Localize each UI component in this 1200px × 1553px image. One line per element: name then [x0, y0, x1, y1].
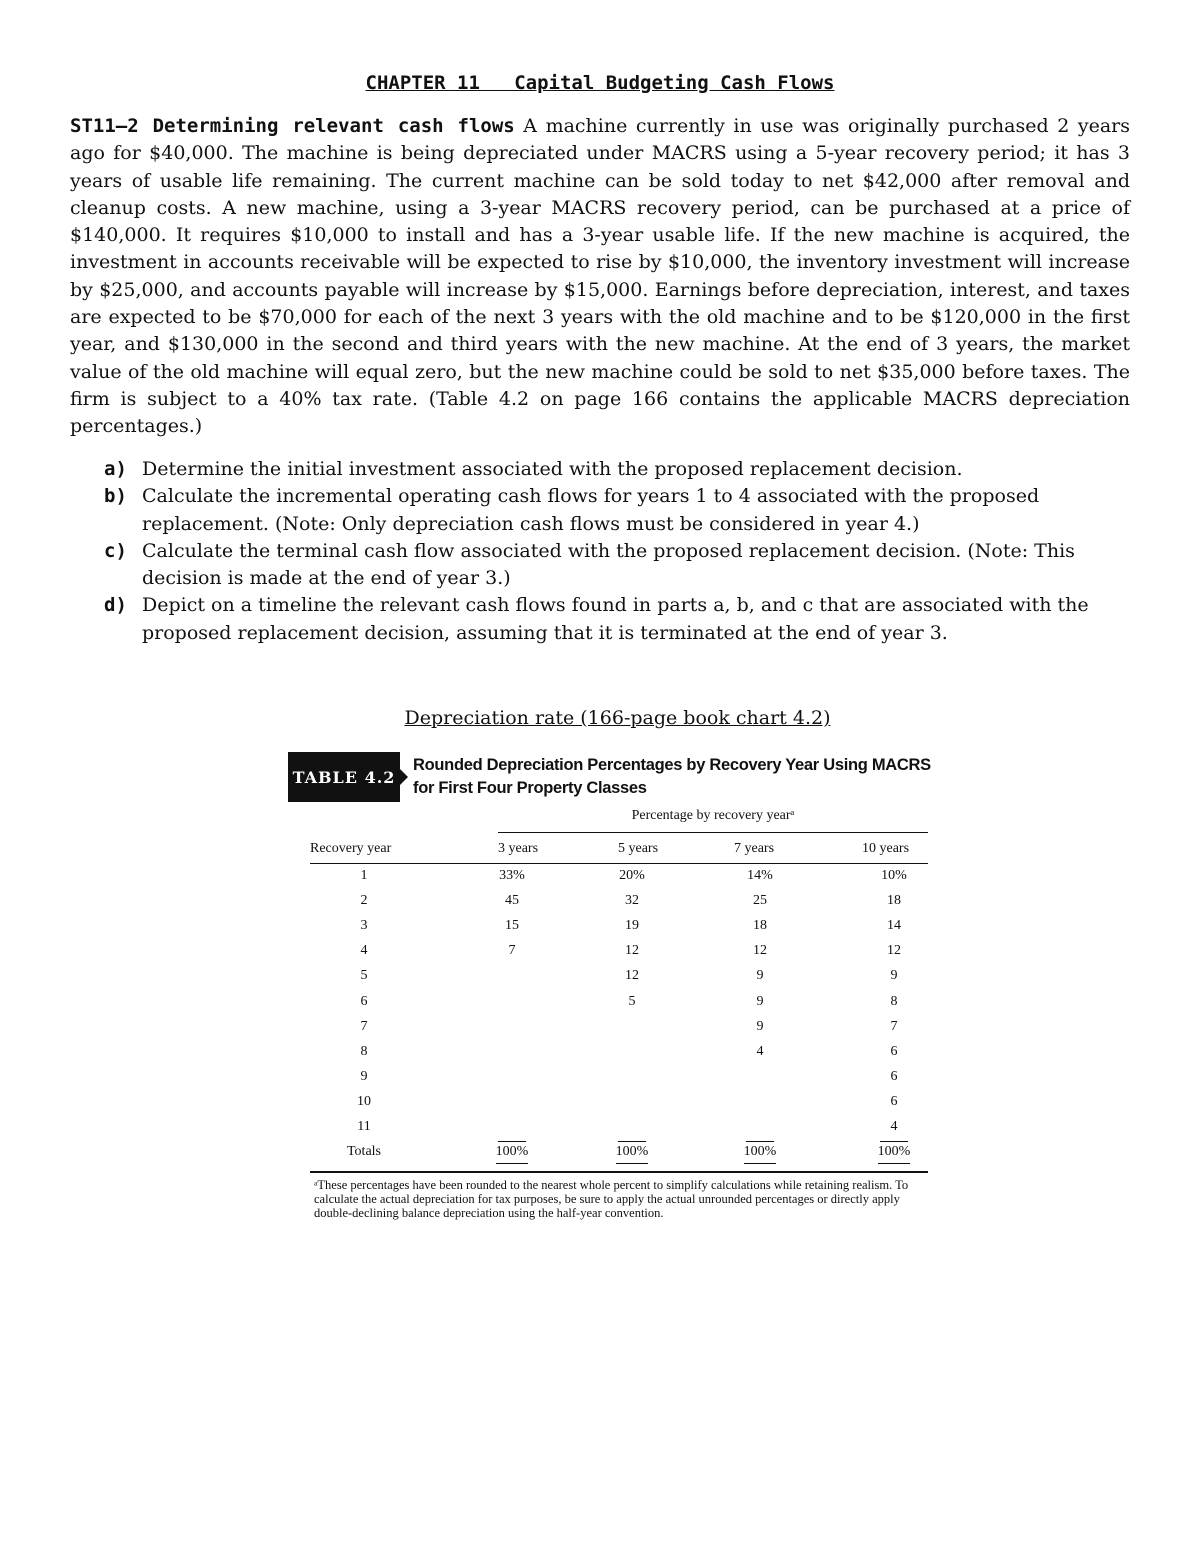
table-cell: 18 — [753, 918, 767, 934]
table-cell: 12 — [753, 943, 767, 959]
depreciation-caption: Depreciation rate (166-page book chart 4.2) — [404, 707, 831, 729]
total-cell: 100% — [743, 1144, 777, 1160]
table-cell: 18 — [887, 893, 901, 909]
table-cell: 9 — [756, 993, 764, 1009]
total-rule — [878, 1163, 910, 1164]
chapter-title: CHAPTER 11 Capital Budgeting Cash Flows — [365, 72, 835, 94]
recovery-year-2: 2 — [360, 893, 368, 909]
problem-lead: ST11–2 Determining relevant cash flows — [70, 115, 515, 137]
header-rule — [310, 863, 928, 864]
total-cell: 100% — [615, 1144, 649, 1160]
table-cell: 6 — [890, 1043, 898, 1059]
table-cell: 15 — [505, 918, 519, 934]
table-cell: 14 — [887, 918, 901, 934]
table-bottom-rule — [310, 1171, 928, 1173]
row-header: Recovery year — [310, 841, 392, 856]
table-cell: 5 — [628, 993, 636, 1009]
recovery-year-10: 10 — [357, 1093, 371, 1109]
col-header-10yr: 10 years — [862, 841, 910, 856]
table-cell: 45 — [505, 893, 519, 909]
total-rule — [744, 1163, 776, 1164]
recovery-year-1: 1 — [360, 868, 368, 883]
table-cell: 12 — [625, 968, 639, 984]
table-cell: 19 — [625, 918, 639, 934]
problem-parts — [104, 456, 1130, 647]
totals-label: Totals — [346, 1144, 381, 1160]
recovery-year-3: 3 — [360, 918, 368, 934]
table-cell: 12 — [625, 943, 639, 959]
part-c — [104, 538, 1130, 593]
total-rule — [496, 1163, 528, 1164]
part-letter: b) — [104, 485, 127, 508]
part-letter: c) — [104, 539, 127, 562]
recovery-year-4: 4 — [360, 943, 368, 959]
table-badge: TABLE 4.2 — [288, 752, 400, 802]
part-letter: d) — [104, 594, 127, 617]
part-letter: a) — [104, 458, 127, 480]
recovery-year-7: 7 — [360, 1018, 368, 1034]
table-cell: 25 — [753, 893, 767, 909]
table-cell: 14% — [747, 868, 773, 883]
subtotal-rule — [618, 1141, 646, 1142]
recovery-year-5: 5 — [360, 968, 368, 984]
part-text: Calculate the terminal cash flow associated with the proposed replacement decision. (Note: This decision is made at the end of year 3.) — [142, 539, 1075, 590]
total-cell: 100% — [495, 1144, 529, 1160]
table-cell: 8 — [890, 993, 898, 1009]
subtotal-rule — [880, 1141, 908, 1142]
problem-text: A machine currently in use was originally purchased 2 years ago for $40,000. The machine is being depreciated under MACRS using a 5-year recovery period; it has 3 years of usable life remaining. The current machine can be sold today to net $42,000 after removal and cleanup costs. A new machine, using a 3-year MACRS recovery period, can be purchased at a price of $140,000. It requires $10,000 to install and has a 3-year usable life. If the new machine is acquired, the investment in accounts receivable will be expected to rise by $10,000, the inventory investment will increase by $25,000, and accounts payable will increase by $15,000. Earnings before depreciation, interest, and taxes are expected to be $70,000 for each of the next 3 years with the old machine and to be $120,000 in the first year, and $130,000 in the second and third years with the new machine. At the end of 3 years, the market value of the old machine will equal zero, but the new machine could be sold to net $35,000 before taxes. The firm is subject to a 40% tax rate. (Table 4.2 on page 166 contains the applicable MACRS depreciation percentages.) — [70, 115, 1130, 438]
table-title-line2: for First Four Property Classes — [413, 779, 647, 797]
part-b — [104, 483, 1130, 538]
part-a — [104, 456, 1130, 483]
table-cell: 7 — [508, 943, 516, 959]
table-cell: 10% — [881, 868, 907, 883]
table-cell: 20% — [619, 868, 645, 883]
group-header-rule — [498, 832, 928, 833]
table-cell: 4 — [756, 1043, 764, 1059]
total-cell: 100% — [877, 1144, 911, 1160]
group-header: Percentage by recovery yearᵃ — [631, 808, 795, 823]
col-header-3yr: 3 years — [498, 841, 539, 856]
col-header-7yr: 7 years — [734, 841, 775, 856]
table-cell: 9 — [756, 968, 764, 984]
table-cell: 6 — [890, 1068, 898, 1084]
total-rule — [616, 1163, 648, 1164]
subtotal-rule — [498, 1141, 526, 1142]
problem-statement — [70, 113, 1130, 441]
table-cell: 33% — [499, 868, 525, 883]
part-d — [104, 592, 1130, 647]
recovery-year-8: 8 — [360, 1043, 368, 1059]
subtotal-rule — [746, 1141, 774, 1142]
table-cell: 7 — [890, 1018, 898, 1034]
col-header-5yr: 5 years — [618, 841, 659, 856]
part-text: Determine the initial investment associated with the proposed replacement decision. — [142, 458, 963, 480]
recovery-year-9: 9 — [360, 1068, 368, 1084]
table-title-line1: Rounded Depreciation Percentages by Recovery Year Using MACRS — [413, 756, 931, 774]
part-text: Depict on a timeline the relevant cash flows found in parts a, b, and c that are associated with the proposed replacement decision, assuming that it is terminated at the end of year 3. — [142, 594, 1089, 644]
table-cell: 9 — [890, 968, 898, 984]
table-cell: 6 — [890, 1093, 898, 1109]
table-cell: 12 — [887, 943, 901, 959]
table-title — [413, 754, 933, 800]
recovery-year-11: 11 — [357, 1119, 371, 1134]
recovery-year-6: 6 — [360, 993, 368, 1009]
table-footnote: ᵃThese percentages have been rounded to the nearest whole percent to simplify calculations while retaining realism. To calculate the actual depreciation for tax purposes, be sure to apply the actual unrounded percentages or directly apply double-declining balance depreciation using the half-year convention. — [314, 1178, 909, 1220]
table-cell: 32 — [625, 893, 639, 909]
table-cell: 9 — [756, 1018, 764, 1034]
part-text: Calculate the incremental operating cash flows for years 1 to 4 associated with the proposed replacement. (Note: Only depreciation cash flows must be considered in year 4.) — [142, 485, 1040, 535]
table-cell: 4 — [890, 1119, 898, 1134]
